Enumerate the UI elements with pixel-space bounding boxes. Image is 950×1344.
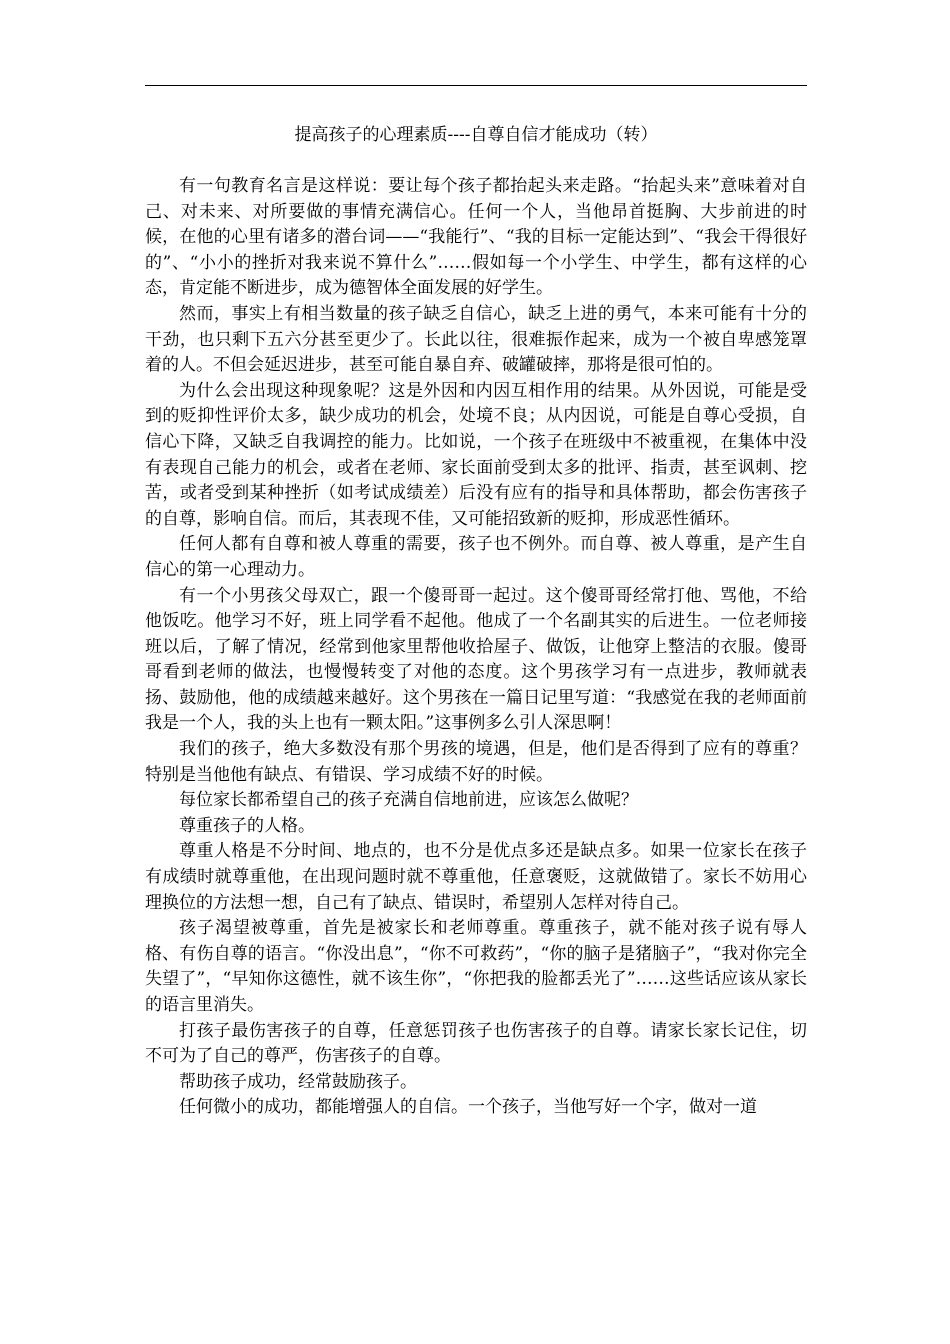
paragraph: 孩子渴望被尊重，首先是被家长和老师尊重。尊重孩子，就不能对孩子说有辱人格、有伤自尊的语言。“你没出息”，“你不可救药”，“你的脑子是猪脑子”，“我对你完全失望了”，“早知你这德性，就不该生你”，“你把我的脸都丢光了”……这些话应该从家长的语言里消失。: [145, 918, 807, 1015]
document-title: 提高孩子的心理素质----自尊自信才能成功（转）: [294, 125, 658, 145]
paragraph: 打孩子最伤害孩子的自尊，任意惩罚孩子也伤害孩子的自尊。请家长家长记住，切不可为了自己的尊严，伤害孩子的自尊。: [145, 1020, 807, 1067]
header-rule: [145, 85, 807, 86]
paragraph: 尊重人格是不分时间、地点的，也不分是优点多还是缺点多。如果一位家长在孩子有成绩时就尊重他，在出现问题时就不尊重他，任意褒贬，这就做错了。家长不妨用心理换位的方法想一想，自己有了缺点、错误时，希望别人怎样对待自己。: [145, 841, 807, 913]
paragraph: 然而，事实上有相当数量的孩子缺乏自信心，缺乏上进的勇气，本来可能有十分的干劲，也只剩下五六分甚至更少了。长此以往，很难振作起来，成为一个被自卑感笼罩着的人。不但会延迟进步，甚至可能自暴自弃、破罐破摔，那将是很可怕的。: [145, 303, 807, 376]
document-page: [145, 0, 807, 1344]
section-heading: 帮助孩子成功，经常鼓励孩子。: [179, 1071, 417, 1092]
paragraph: 每位家长都希望自己的孩子充满自信地前进，应该怎么做呢？: [179, 790, 638, 811]
document-body: [145, 174, 807, 1121]
paragraph: 任何人都有自尊和被人尊重的需要，孩子也不例外。而自尊、被人尊重，是产生自信心的第一心理动力。: [145, 534, 807, 580]
paragraph: 为什么会出现这种现象呢？这是外因和内因互相作用的结果。从外因说，可能是受到的贬抑性评价太多，缺少成功的机会，处境不良；从内因说，可能是自尊心受损，自信心下降，又缺乏自我调控的能力。比如说，一个孩子在班级中不被重视，在集体中没有表现自己能力的机会，或者在老师、家长面前受到太多的批评、指责，甚至讽刺、挖苦，或者受到某种挫折（如考试成绩差）后没有应有的指导和具体帮助，都会伤害孩子的自尊，影响自信。而后，其表现不佳，又可能招致新的贬抑，形成恶性循环。: [145, 380, 807, 529]
paragraph: 有一个小男孩父母双亡，跟一个傻哥哥一起过。这个傻哥哥经常打他、骂他，不给他饭吃。他学习不好，班上同学看不起他。他成了一个名副其实的后进生。一位老师接班以后，了解了情况，经常到他家里帮他收拾屋子、做饭，让他穿上整洁的衣服。傻哥哥看到老师的做法，也慢慢转变了对他的态度。这个男孩学习有一点进步，教师就表扬、鼓励他，他的成绩越来越好。这个男孩在一篇日记里写道：“我感觉在我的老师面前我是一个人，我的头上也有一颗太阳。”这事例多么引人深思啊！: [145, 585, 807, 734]
paragraph: 有一句教育名言是这样说：要让每个孩子都抬起头来走路。“抬起头来”意味着对自己、对未来、对所要做的事情充满信心。任何一个人，当他昂首挺胸、大步前进的时候，在他的心里有诸多的潜台词——“我能行”、“我的目标一定能达到”、“我会干得很好的”、“小小的挫折对我来说不算什么”……假如每一个小学生、中学生，都有这样的心态，肯定能不断进步，成为德智体全面发展的好学生。: [145, 176, 807, 299]
section-heading: 尊重孩子的人格。: [179, 815, 315, 836]
paragraph: 任何微小的成功，都能增强人的自信。一个孩子，当他写好一个字，做对一道: [179, 1097, 757, 1118]
paragraph: 我们的孩子，绝大多数没有那个男孩的境遇，但是，他们是否得到了应有的尊重？特别是当他他有缺点、有错误、学习成绩不好的时候。: [145, 739, 807, 785]
